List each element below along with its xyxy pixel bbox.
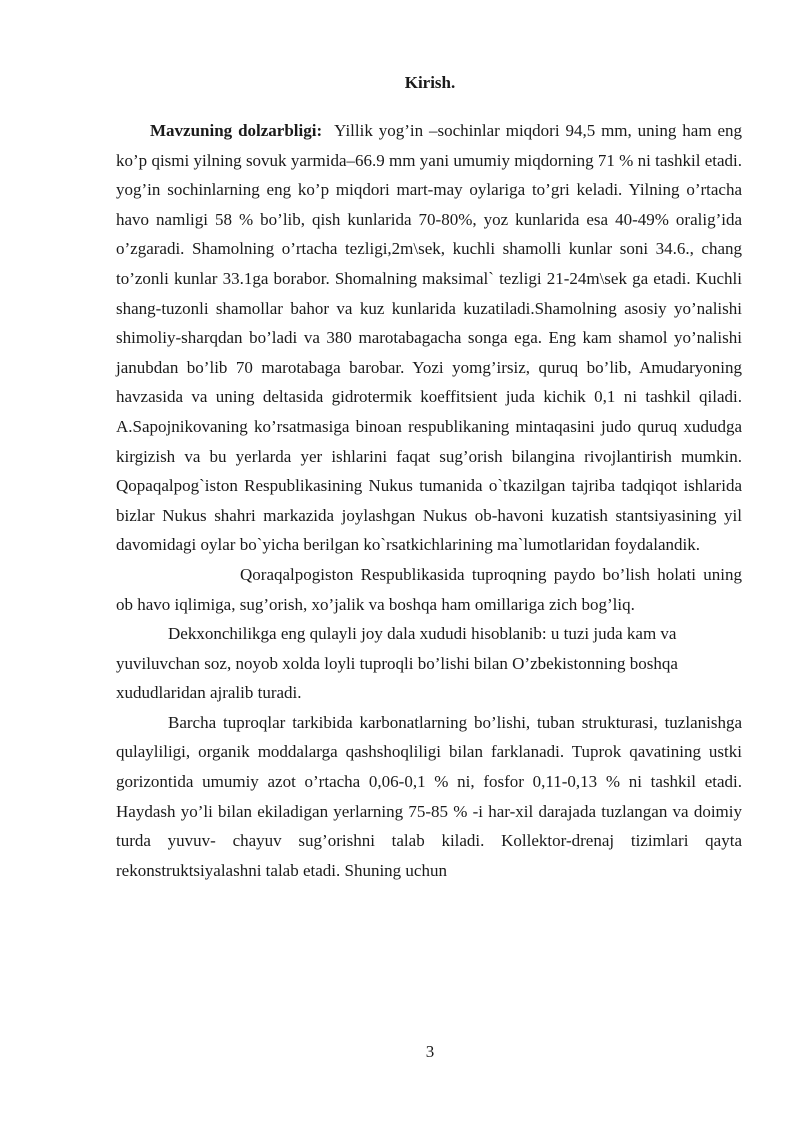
paragraph-soil-origin: Qoraqalpogiston Respublikasida tuproqning paydo bo’lish holati uning ob havo iqlimiga, sug’orish, xo’jalik va boshqa ham omillariga zich bog’liq. — [116, 564, 742, 614]
paragraph-lead-heading: Mavzuning dolzarbligi: — [150, 121, 323, 140]
document-body — [116, 116, 742, 885]
page-number: 3 — [425, 1042, 435, 1061]
paragraph-text: Yillik yog’in –sochinlar miqdori 94,5 mm, uning ham eng ko’p qismi yilning sovuk yarmida–66.9 mm yani umumiy miqdorning 71 % ni tashkil etadi. yog’in sochinlarning eng ko’p miqdori mart-may oylariga to’gri keladi. Yilning o’rtacha havo namligi 58 % bo’lib, qish kunlarida 70-80%, yoz kunlarida esa 40-49% oralig’ida o’zgaradi. Shamolning o’rtacha tezligi,2m\sek, kuchli shamolli kunlar soni 34.6., chang to’zonli kunlar 33.1ga borabor. Shomalning maksimal` tezligi 21-24m\sek ga etadi. Kuchli shang-tuzonli shamollar bahor va kuz kunlarida kuzatiladi.Shamolning asosiy yo’nalishi shimoliy-sharqdan bo’ladi va 380 marotabagacha songa ega. Eng kam shamol yo’nalishi janubdan bo’lib 70 marotabaga barobar. Yozi yomg’irsiz, quruq bo’lib, Amudaryoning havzasida va uning deltasida gidrotermik koeffitsient juda kichik 0,1 ni tashkil qiladi. A.Sapojnikovaning ko’rsatmasiga binoan respublikaning mintaqasini judo quruq xududga kirgizish va bu yerlarda yer ishlarini faqat sug’orish bilangina rivojlantirish mumkin. Qopaqalpog`iston Respublikasining Nukus tumanida o`tkazilgan tajriba tadqiqot ishlarida bizlar Nukus shahri markazida joylashgan Nukus ob-havoni kuzatish stantsiyasining yil davomidagi oylar bo`yicha berilgan ko`rsatkichlarining ma`lumotlaridan foydalandik. — [116, 121, 742, 555]
paragraph-relevance — [116, 116, 742, 560]
paragraph-farming-area: Dekxonchilikga eng qulayli joy dala xududi hisoblanib: u tuzi juda kam va yuviluvchan soz, noyob xolda loyli tuproqli bo’lishi bilan O’zbekistonning boshqa xududlaridan ajralib turadi. — [116, 624, 678, 703]
paragraph-soil-composition: Barcha tuproqlar tarkibida karbonatlarning bo’lishi, tuban strukturasi, tuzlanishga qulayliligi, organik moddalarga qashshoqliligi bilan farklanadi. Tuprok qavatining ustki gorizontida umumiy azot o’rtacha 0,06-0,1 % ni, fosfor 0,11-0,13 % ni tashkil etadi. Haydash yo’li bilan ekiladigan yerlarning 75-85 % -i har-xil darajada tuzlangan va doimiy turda yuvuv- chayuv sug’orishni talab kiladi. Kollektor-drenaj tizimlari qayta rekonstruktsiyalashni talab etadi. Shuning uchun — [116, 712, 742, 880]
document-title: Kirish. — [404, 73, 456, 92]
